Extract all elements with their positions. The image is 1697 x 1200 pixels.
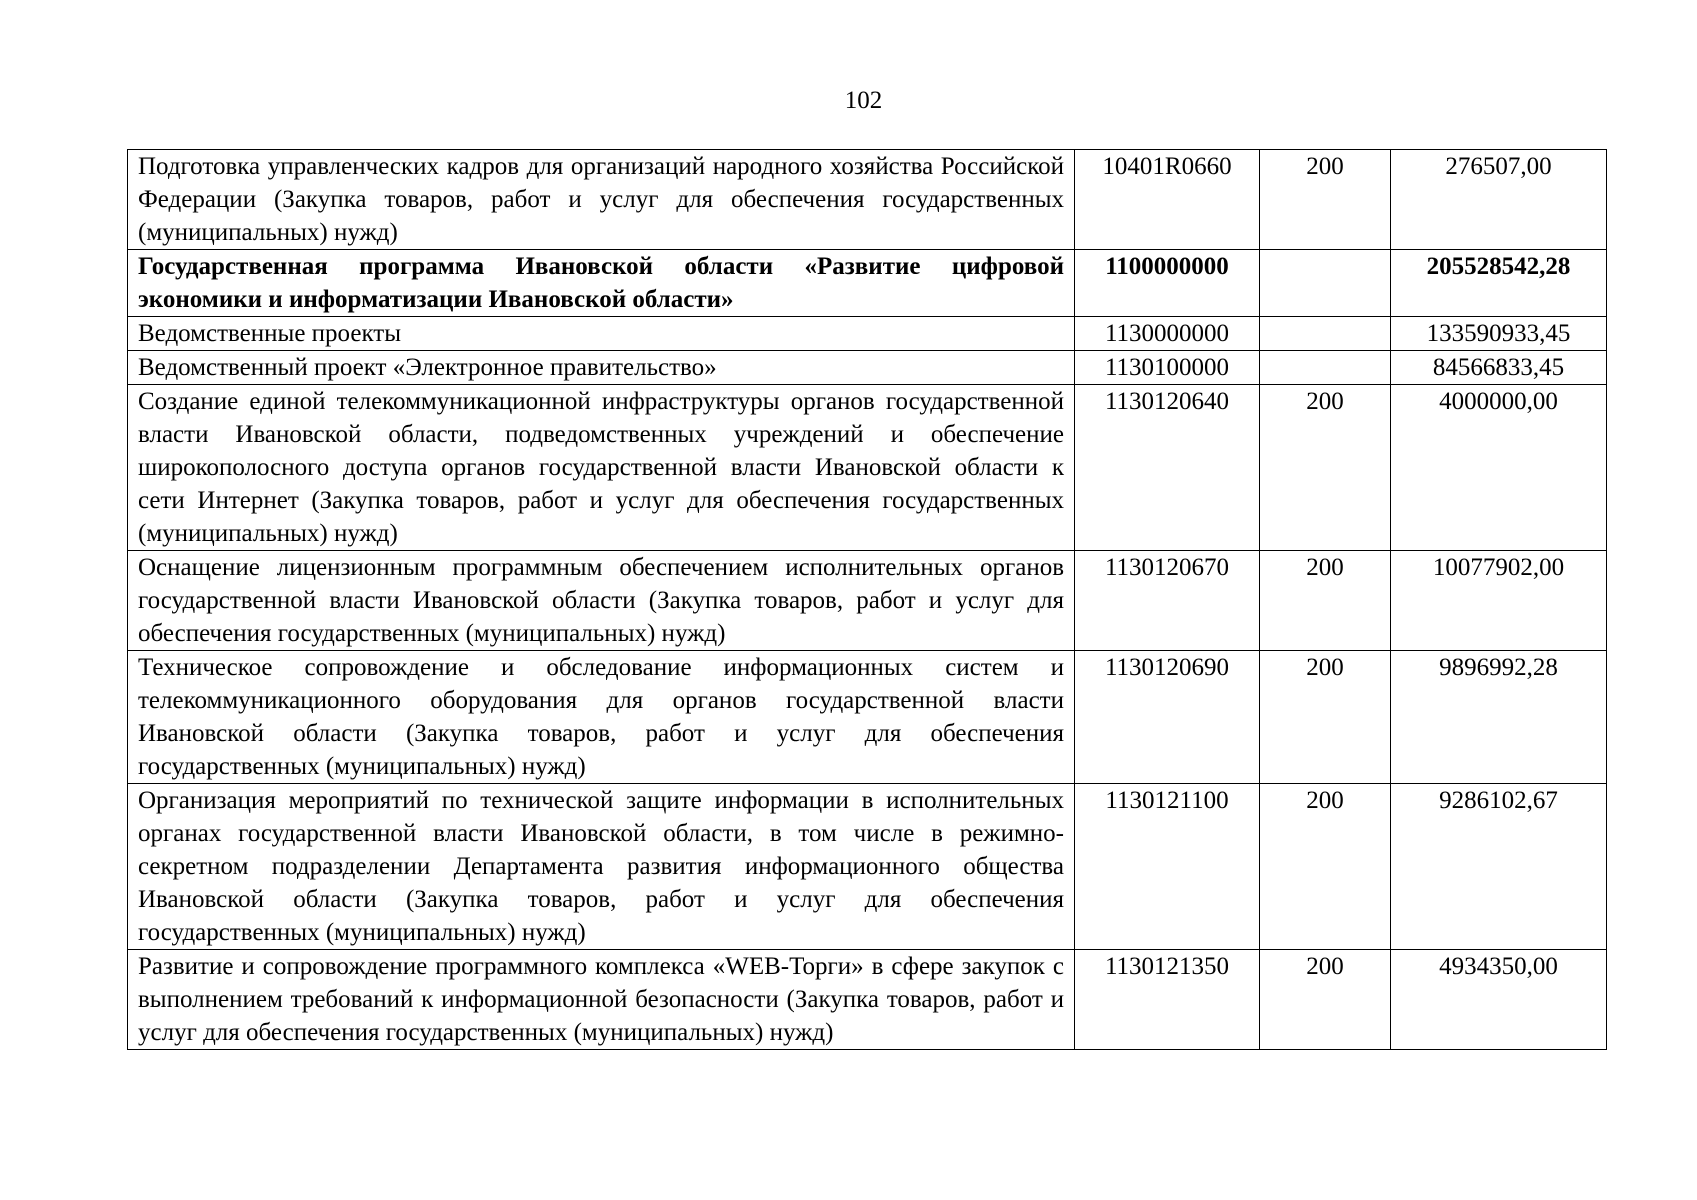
- row-name: Техническое сопровождение и обследование информационных систем и телекоммуникационного оборудования для органов государственной власти Ивановской области (Закупка товаров, работ и услуг для обеспечения государственных (муниципальных) нужд): [128, 651, 1075, 784]
- page-number: 102: [844, 87, 883, 114]
- row-code: 1100000000: [1075, 250, 1260, 317]
- row-type: [1260, 317, 1391, 351]
- table-row: [128, 150, 1607, 250]
- row-code: 1130121100: [1075, 784, 1260, 950]
- row-amount: 276507,00: [1391, 150, 1607, 250]
- row-type: 200: [1260, 651, 1391, 784]
- row-code: 1130121350: [1075, 950, 1260, 1050]
- row-amount: 9896992,28: [1391, 651, 1607, 784]
- row-type: 200: [1260, 150, 1391, 250]
- row-type: 200: [1260, 784, 1391, 950]
- table-row: [128, 250, 1607, 317]
- row-type: 200: [1260, 551, 1391, 651]
- row-name: Создание единой телекоммуникационной инфраструктуры органов государственной власти Ивановской области, подведомственных учреждений и обеспечение широкополосного доступа органов государственной власти Ивановской области к сети Интернет (Закупка товаров, работ и услуг для обеспечения государственных (муниципальных) нужд): [128, 385, 1075, 551]
- table-row: [128, 950, 1607, 1050]
- table-row: [128, 651, 1607, 784]
- row-name: Оснащение лицензионным программным обеспечением исполнительных органов государственной власти Ивановской области (Закупка товаров, работ и услуг для обеспечения государственных (муниципальных) нужд): [128, 551, 1075, 651]
- row-name: Государственная программа Ивановской области «Развитие цифровой экономики и информатизации Ивановской области»: [128, 250, 1075, 317]
- row-code: 1130120670: [1075, 551, 1260, 651]
- row-type: 200: [1260, 385, 1391, 551]
- row-name: Подготовка управленческих кадров для организаций народного хозяйства Российской Федерации (Закупка товаров, работ и услуг для обеспечения государственных (муниципальных) нужд): [128, 150, 1075, 250]
- table-row: [128, 351, 1607, 385]
- row-amount: 10077902,00: [1391, 551, 1607, 651]
- row-code: 1130120690: [1075, 651, 1260, 784]
- row-name: Ведомственные проекты: [128, 317, 1075, 351]
- row-code: 1130000000: [1075, 317, 1260, 351]
- row-type: [1260, 351, 1391, 385]
- table-row: [128, 551, 1607, 651]
- row-type: 200: [1260, 950, 1391, 1050]
- row-type: [1260, 250, 1391, 317]
- row-name: Развитие и сопровождение программного комплекса «WEB-Торги» в сфере закупок с выполнением требований к информационной безопасности (Закупка товаров, работ и услуг для обеспечения государственных (муниципальных) нужд): [128, 950, 1075, 1050]
- row-amount: 4934350,00: [1391, 950, 1607, 1050]
- table-row: [128, 317, 1607, 351]
- row-amount: 84566833,45: [1391, 351, 1607, 385]
- row-name: Ведомственный проект «Электронное правительство»: [128, 351, 1075, 385]
- row-name: Организация мероприятий по технической защите информации в исполнительных органах государственной власти Ивановской области, в том числе в режимно-секретном подразделении Департамента развития информационного общества Ивановской области (Закупка товаров, работ и услуг для обеспечения государственных (муниципальных) нужд): [128, 784, 1075, 950]
- table-row: [128, 784, 1607, 950]
- table-row: [128, 385, 1607, 551]
- budget-table: [127, 149, 1607, 1050]
- row-amount: 205528542,28: [1391, 250, 1607, 317]
- row-code: 1130120640: [1075, 385, 1260, 551]
- row-code: 10401R0660: [1075, 150, 1260, 250]
- row-amount: 133590933,45: [1391, 317, 1607, 351]
- row-amount: 4000000,00: [1391, 385, 1607, 551]
- row-code: 1130100000: [1075, 351, 1260, 385]
- row-amount: 9286102,67: [1391, 784, 1607, 950]
